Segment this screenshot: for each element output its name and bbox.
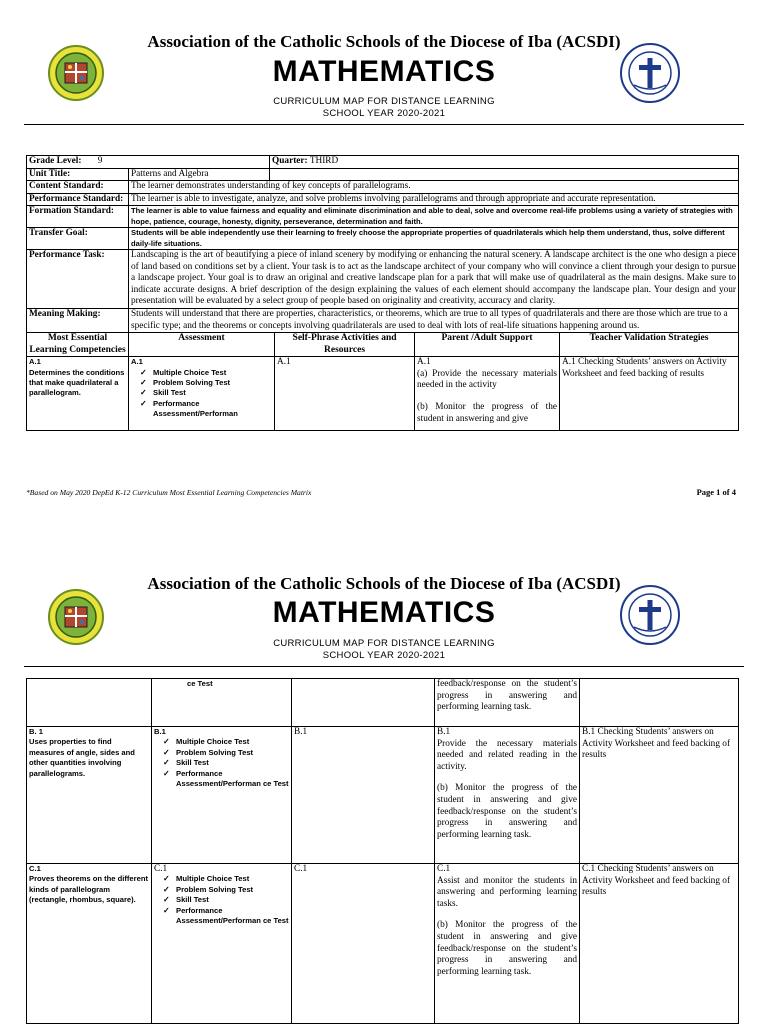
competency-row-c	[27, 864, 739, 1024]
content-row	[27, 181, 739, 194]
competency-row-a	[27, 357, 739, 431]
formation-value: The learner is able to value fairness and equality and eliminate discrimination and able to deal, solve and overcome real-life problems using a variety of strategies with hope, patience, courage, honesty, dignity, perseverance, determination and faith.	[129, 206, 739, 228]
col-header-teacher: Teacher Validation Strategies	[560, 333, 739, 357]
list-item: ✓ Problem Solving Test	[153, 378, 272, 388]
association-title: Association of the Catholic Schools of the Diocese of Iba (ACSDI)	[147, 574, 621, 593]
grade-value: 9	[97, 156, 103, 166]
school-year: SCHOOL YEAR 2020-2021	[322, 108, 446, 119]
diocese-seal-icon	[48, 589, 104, 645]
list-item: ✓ Multiple Choice Test	[153, 368, 272, 378]
parent-support-a: Provide the necessary materials needed and related reading in the activity.	[437, 738, 577, 772]
list-item: ✓ Performance Assessment/Performan ce Test	[176, 906, 289, 927]
curriculum-table-page-1	[26, 155, 739, 431]
col-header-self-phrase: Self-Phrase Activities and Resources	[275, 333, 415, 357]
competency-code: A.1	[29, 357, 41, 367]
perf-standard-value: The learner is able to investigate, analyze, and solve problems involving parallelograms and through appropriate and accurate representation.	[129, 193, 739, 206]
acsdi-cross-seal-icon	[620, 585, 680, 645]
self-phrase-cell: B.1	[292, 727, 435, 864]
col-header-assessment: Assessment	[129, 333, 275, 357]
content-label: Content Standard:	[27, 181, 129, 194]
grade-row	[27, 156, 739, 169]
unit-value: Patterns and Algebra	[129, 168, 270, 181]
meaning-row	[27, 308, 739, 332]
teacher-validation: C.1 Checking Students’ answers on Activity Worksheet and feed backing of results	[580, 864, 739, 1024]
page-number: Page 1 of 4	[696, 487, 736, 497]
list-item: ✓ Performance Assessment/Performan ce Test	[176, 769, 289, 790]
perf-task-label: Performance Task:	[27, 250, 129, 309]
transfer-label: Transfer Goal:	[27, 228, 129, 250]
diocese-seal-icon	[48, 45, 104, 101]
list-item: ✓ Problem Solving Test	[176, 885, 289, 895]
teacher-validation: A.1 Checking Students’ answers on Activity Worksheet and feed backing of results	[560, 357, 739, 431]
unit-label: Unit Title:	[27, 168, 129, 181]
parent-support-b: (b) Monitor the progress of the student in answering and give feedback/response on the student’s progress in answering and performing learning task.	[437, 783, 577, 840]
list-item: ✓ Multiple Choice Test	[176, 874, 289, 884]
list-item: ✓ Skill Test	[176, 758, 289, 768]
continuation-row	[27, 679, 739, 727]
parent-support-b: (b) Monitor the progress of the student in answering and give	[417, 401, 558, 424]
content-value: The learner demonstrates understanding of key concepts of parallelograms.	[129, 181, 739, 194]
page-2	[0, 512, 768, 1024]
formation-label: Formation Standard:	[27, 206, 129, 228]
competency-row-b	[27, 727, 739, 864]
teacher-validation: B.1 Checking Students’ answers on Activity Worksheet and feed backing of results	[580, 727, 739, 864]
assessment-code: C.1	[154, 864, 168, 874]
meaning-label: Meaning Making:	[27, 308, 129, 332]
parent-support-continued: feedback/response on the student’s progress in answering and performing learning task.	[435, 679, 580, 727]
transfer-value: Students will be able independently use their learning to freely choose the appropriate properties of quadrilaterals which help them understand, thus, solve different daily-life situations.	[129, 228, 739, 250]
assessment-list	[154, 874, 289, 926]
assessment-list	[131, 368, 272, 420]
acsdi-cross-seal-icon	[620, 43, 680, 103]
list-item: ✓ Performance Assessment/Performan	[153, 399, 272, 420]
map-title: CURRICULUM MAP FOR DISTANCE LEARNING	[273, 638, 495, 649]
list-item: ✓ Skill Test	[176, 895, 289, 905]
header-rule	[24, 666, 744, 667]
parent-code: A.1	[417, 357, 431, 368]
col-header-parent: Parent /Adult Support	[415, 333, 560, 357]
parent-code: B.1	[437, 727, 451, 737]
subject-title: MATHEMATICS	[272, 596, 496, 629]
perf-standard-label: Performance Standard:	[27, 193, 129, 206]
column-headers	[27, 333, 739, 357]
school-year: SCHOOL YEAR 2020-2021	[322, 650, 446, 661]
meaning-value: Students will understand that there are properties, characteristics, or theorems, which are true to all types of quadrilaterals and there are those which are true to a specific type; and the theorems or concepts involving quadrilaterals are used to deal with lots of real-life situations happening around us.	[129, 308, 739, 332]
competency-code: C.1	[29, 864, 41, 873]
col-header-competencies: Most Essential Learning Competencies	[27, 333, 129, 357]
perf-task-value: Landscaping is the art of beautifying a piece of inland scenery by modifying or enhancing the natural scenery. A landscape architect is the one who design a piece of land based on conditions set by a client. Your task is to act as the landscape architect of your company who will convince a client through your design to pursue a landscape project. Your goal is to draw an original and creative landscape plan for a park that will make use of quadrilateral as the main designs. Make sure to indicate accurate designs. A brief description of the design explaining the values of each element should accompany the landscape plan. Your design and your presentation will be evaluated by a select group of people based on originality and creativity, accuracy and clarity.	[129, 250, 739, 309]
assessment-continued: ce Test	[152, 679, 292, 727]
list-item: ✓ Skill Test	[153, 388, 272, 398]
map-title: CURRICULUM MAP FOR DISTANCE LEARNING	[273, 96, 495, 107]
transfer-row	[27, 228, 739, 250]
parent-support-b: (b) Monitor the progress of the student in answering and give feedback/response on the student’s progress in answering and performing learning task.	[437, 920, 577, 977]
quarter-label: Quarter:	[272, 156, 308, 166]
list-item: ✓ Problem Solving Test	[176, 748, 289, 758]
competency-code: B. 1	[29, 727, 43, 736]
assessment-code: A.1	[131, 357, 143, 367]
self-phrase-cell: A.1	[275, 357, 415, 431]
formation-row	[27, 206, 739, 228]
quarter-value: THIRD	[309, 156, 339, 166]
list-item: ✓ Multiple Choice Test	[176, 737, 289, 747]
grade-label: Grade Level:	[29, 156, 82, 166]
association-title: Association of the Catholic Schools of the Diocese of Iba (ACSDI)	[147, 32, 621, 51]
parent-code: C.1	[437, 864, 451, 874]
header-rule	[24, 124, 744, 125]
parent-support-a: Assist and monitor the students in answering and performing learning tasks.	[437, 875, 577, 909]
curriculum-table-page-2	[26, 678, 739, 1024]
unit-row	[27, 168, 739, 181]
footnote: *Based on May 2020 DepEd K-12 Curriculum Most Essential Learning Competencies Matrix	[26, 488, 312, 497]
assessment-list	[154, 737, 289, 789]
parent-support-a: (a) Provide the necessary materials needed in the activity	[417, 368, 558, 391]
competency-text: Determines the conditions that make quadrilateral a parallelogram.	[29, 367, 125, 398]
self-phrase-cell: C.1	[292, 864, 435, 1024]
assessment-code: B.1	[154, 727, 166, 736]
perf-task-row	[27, 250, 739, 309]
perf-standard-row	[27, 193, 739, 206]
competency-text: Uses properties to find measures of angle, sides and other quantities involving parallelograms.	[29, 737, 135, 778]
competency-text: Proves theorems on the different kinds of parallelogram (rectangle, rhombus, square).	[29, 874, 148, 905]
subject-title: MATHEMATICS	[272, 55, 496, 88]
